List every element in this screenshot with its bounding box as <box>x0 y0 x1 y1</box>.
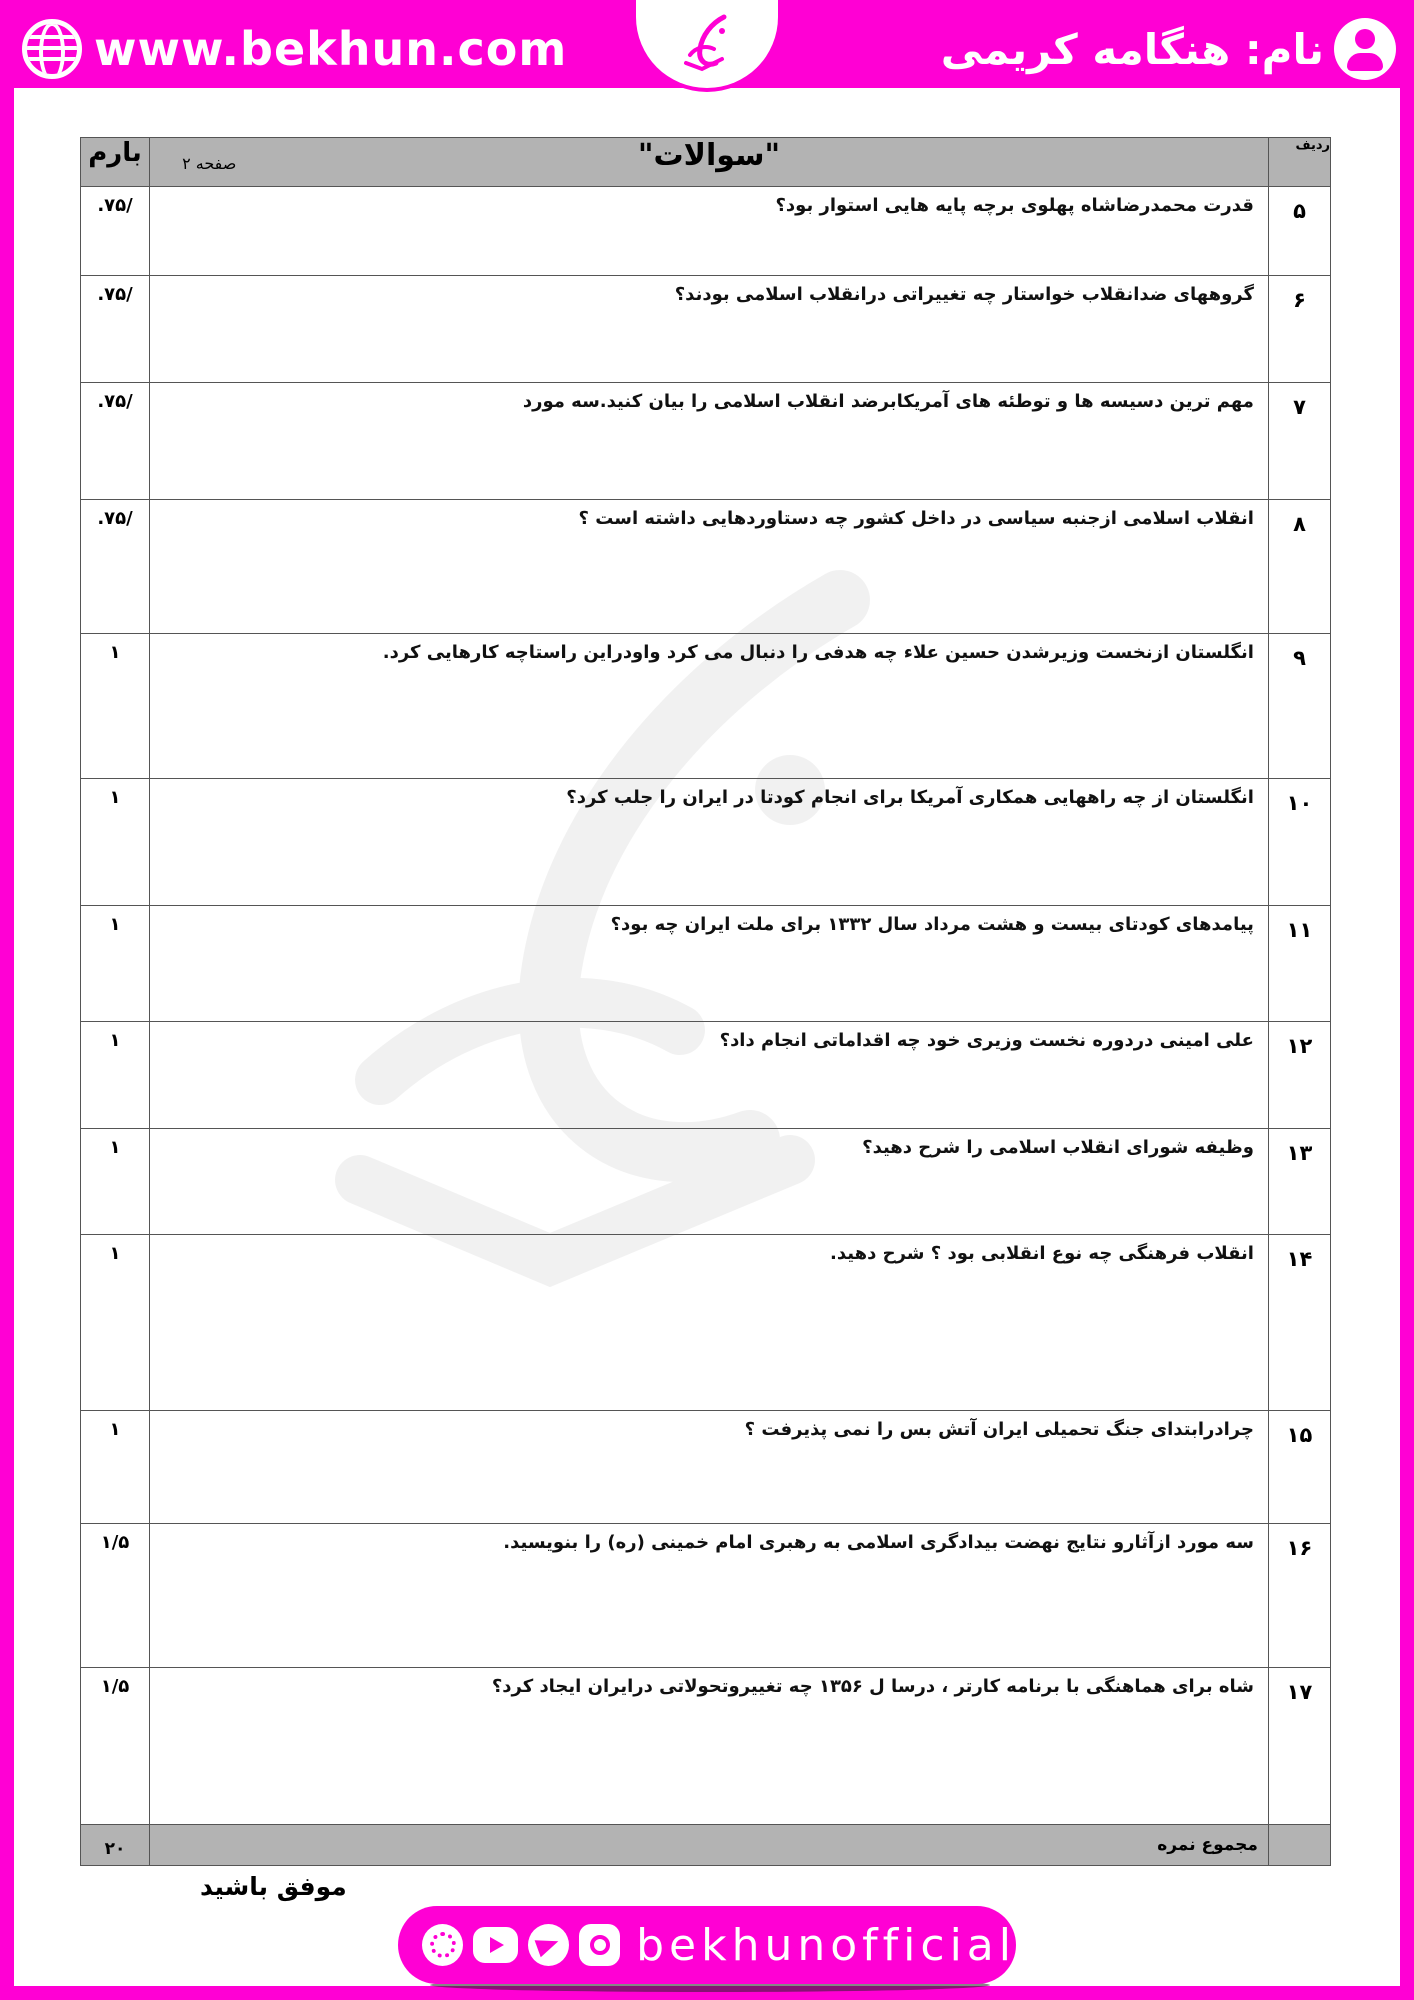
row-number: ۶ <box>1268 276 1330 383</box>
youtube-icon[interactable] <box>473 1927 518 1963</box>
instagram-icon[interactable] <box>579 1924 620 1966</box>
total-empty-cell <box>1268 1825 1330 1866</box>
row-score: ۱ <box>81 779 150 906</box>
row-score: ۱ <box>81 634 150 779</box>
question-text: انقلاب فرهنگی چه نوع انقلابی بود ؟ شرح دهید. <box>150 1235 1269 1411</box>
row-score: ۱/۵ <box>81 1524 150 1668</box>
table-row <box>81 1411 1331 1524</box>
question-text: علی امینی دردوره نخست وزیری خود چه اقداماتی انجام داد؟ <box>150 1022 1269 1129</box>
website-text: www.bekhun.com <box>94 22 568 76</box>
row-score: /۷۵. <box>81 187 150 276</box>
row-score: /۷۵. <box>81 383 150 500</box>
table-row <box>81 383 1331 500</box>
row-number: ۱۳ <box>1268 1129 1330 1235</box>
row-number: ۷ <box>1268 383 1330 500</box>
row-number: ۱۶ <box>1268 1524 1330 1668</box>
social-handle[interactable]: bekhunofficial <box>636 1919 1016 1971</box>
row-score: ۱ <box>81 906 150 1022</box>
row-score: /۷۵. <box>81 500 150 634</box>
table-row <box>81 1235 1331 1411</box>
column-header-questions <box>150 138 1269 187</box>
student-name-text: نام: هنگامه کریمی <box>940 24 1324 74</box>
total-value: ۲۰ <box>81 1825 150 1866</box>
column-header-score: بارم <box>81 138 150 187</box>
page-number: صفحه ۲ <box>182 154 237 173</box>
student-name <box>941 14 1396 84</box>
table-row <box>81 1022 1331 1129</box>
question-text: وظیفه شورای انقلاب اسلامی را شرح دهید؟ <box>150 1129 1269 1235</box>
row-number: ۱۱ <box>1268 906 1330 1022</box>
table-row <box>81 1668 1331 1825</box>
questions-title: "سوالات" <box>637 138 781 173</box>
aparat-icon[interactable] <box>422 1924 463 1966</box>
question-text: مهم ترین دسیسه ها و توطئه های آمریکابرضد انقلاب اسلامی را بیان کنید.سه مورد <box>150 383 1269 500</box>
question-text: پیامدهای کودتای بیست و هشت مرداد سال ۱۳۳۲ برای ملت ایران چه بود؟ <box>150 906 1269 1022</box>
question-text: گروههای ضدانقلاب خواستار چه تغییراتی درانقلاب اسلامی بودند؟ <box>150 276 1269 383</box>
column-header-radif: ردیف <box>1268 138 1330 187</box>
table-row <box>81 500 1331 634</box>
table-row <box>81 1129 1331 1235</box>
closing-text: موفق باشید <box>200 1872 347 1901</box>
row-score: ۱ <box>81 1411 150 1524</box>
row-score: ۱ <box>81 1022 150 1129</box>
question-text: شاه برای هماهنگی با برنامه کارتر ، درسا ل ۱۳۵۶ چه تغییروتحولاتی درایران ایجاد کرد؟ <box>150 1668 1269 1825</box>
row-number: ۱۲ <box>1268 1022 1330 1129</box>
website-link[interactable] <box>22 14 567 84</box>
table-row <box>81 779 1331 906</box>
row-number: ۵ <box>1268 187 1330 276</box>
row-number: ۱۰ <box>1268 779 1330 906</box>
row-score: ۱ <box>81 1129 150 1235</box>
table-row <box>81 187 1331 276</box>
question-text: انگلستان از چه راههایی همکاری آمریکا برای انجام کودتا در ایران را جلب کرد؟ <box>150 779 1269 906</box>
row-number: ۹ <box>1268 634 1330 779</box>
user-icon <box>1334 18 1396 80</box>
social-footer <box>398 1906 1016 1984</box>
globe-icon <box>22 19 82 79</box>
question-text: چرادرابتدای جنگ تحمیلی ایران آتش بس را نمی پذیرفت ؟ <box>150 1411 1269 1524</box>
telegram-icon[interactable] <box>528 1924 569 1966</box>
question-text: سه مورد ازآثارو نتایج نهضت بیدادگری اسلامی به رهبری امام خمینی (ره) را بنویسید. <box>150 1524 1269 1668</box>
row-score: ۱/۵ <box>81 1668 150 1825</box>
table-row <box>81 1524 1331 1668</box>
table-row <box>81 276 1331 383</box>
table-row <box>81 634 1331 779</box>
question-text: انقلاب اسلامی ازجنبه سیاسی در داخل کشور چه دستاوردهایی داشته است ؟ <box>150 500 1269 634</box>
logo-icon <box>672 9 742 79</box>
question-text: قدرت محمدرضاشاه پهلوی برچه پایه هایی استوار بود؟ <box>150 187 1269 276</box>
row-number: ۱۴ <box>1268 1235 1330 1411</box>
row-score: ۱ <box>81 1235 150 1411</box>
row-number: ۱۷ <box>1268 1668 1330 1825</box>
question-text: انگلستان ازنخست وزیرشدن حسین علاء چه هدفی را دنبال می کرد واودراین راستاچه کارهایی کرد. <box>150 634 1269 779</box>
row-number: ۱۵ <box>1268 1411 1330 1524</box>
questions-table <box>80 137 1331 1866</box>
row-score: /۷۵. <box>81 276 150 383</box>
total-label: مجموع نمره <box>150 1825 1269 1866</box>
row-number: ۸ <box>1268 500 1330 634</box>
total-row <box>81 1825 1331 1866</box>
table-row <box>81 906 1331 1022</box>
